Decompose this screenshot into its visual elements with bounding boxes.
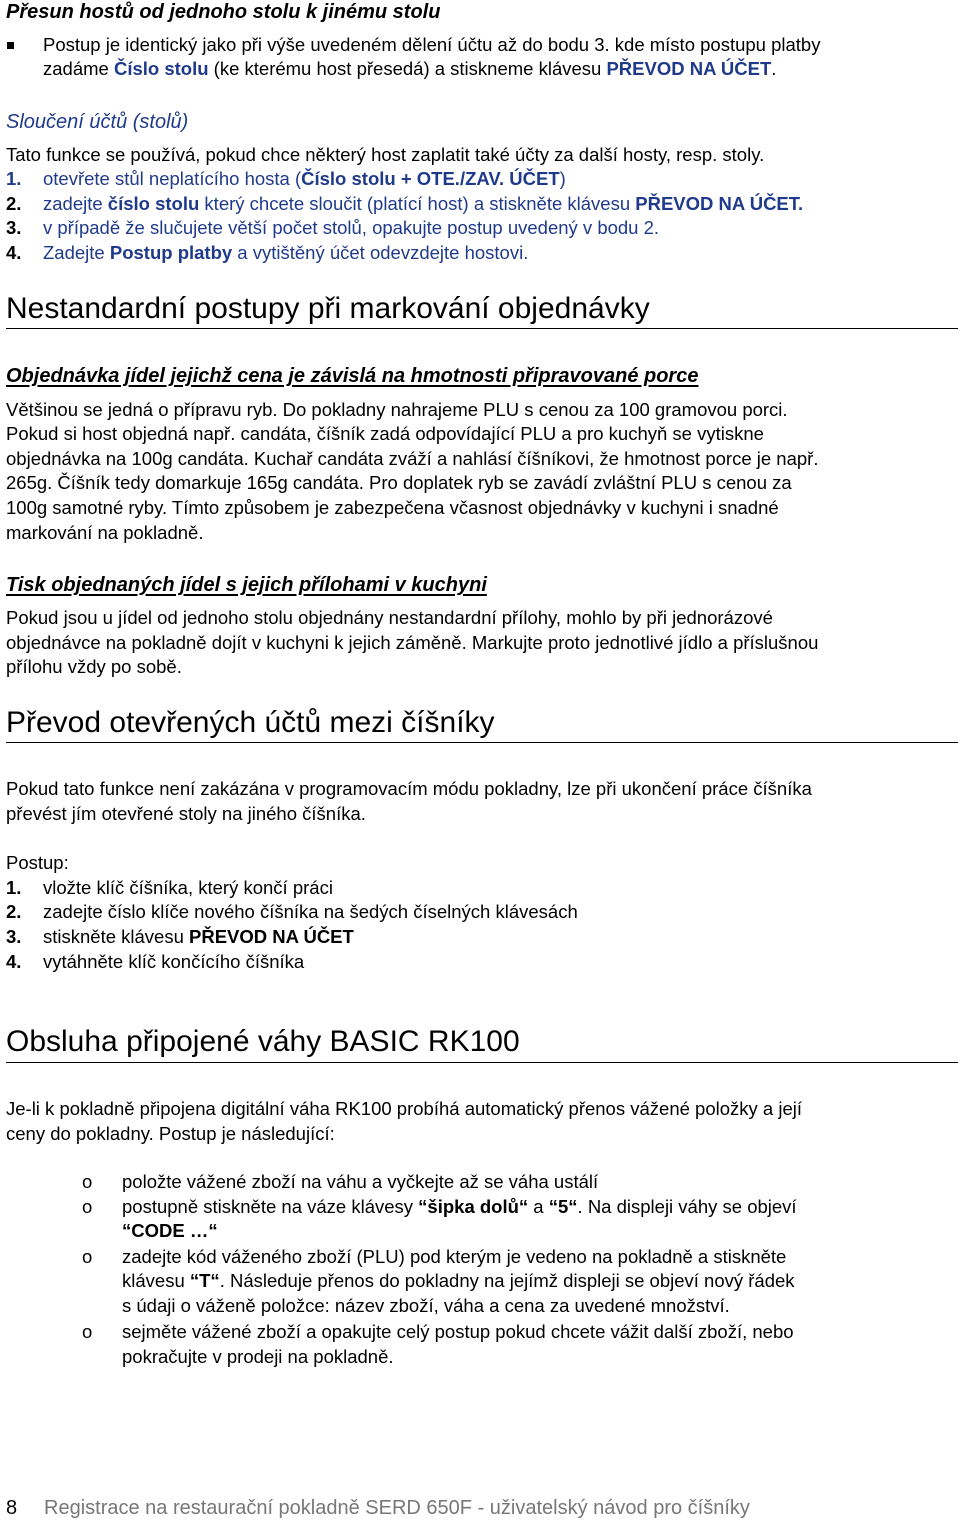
heading-transfer-accounts: Převod otevřených účtů mezi číšníky xyxy=(6,706,495,739)
step-text: stiskněte klávesu PŘEVOD NA ÚČET xyxy=(43,926,354,947)
step-text: zadejte číslo stolu který chcete sloučit (platící host) a stiskněte klávesu PŘEVOD NA ÚČET. xyxy=(43,193,804,214)
list-item-continuation: klávesu “T“. Následuje přenos do pokladny na jejímž displeji se objeví nový řádek xyxy=(122,1270,795,1291)
step-number: 3. xyxy=(6,926,22,947)
square-bullet-icon xyxy=(7,42,14,49)
numbered-step: 3. xyxy=(6,217,22,238)
circle-bullet-icon: o xyxy=(82,1246,93,1267)
list-item: položte vážené zboží na váhu a vyčkejte až se váha ustálí xyxy=(122,1171,599,1192)
step-number: 1. xyxy=(6,877,22,898)
heading-nonstandard-ordering: Nestandardní postupy při markování objednávky xyxy=(6,292,650,325)
step-text: otevřete stůl neplatícího hosta (Číslo stolu + OTE./ZAV. ÚČET) xyxy=(43,168,566,189)
circle-bullet-icon: o xyxy=(82,1321,93,1342)
heading-rule xyxy=(6,1062,958,1063)
list-item: sejměte vážené zboží a opakujte celý postup pokud chcete vážit další zboží, nebo xyxy=(122,1321,794,1342)
heading-scale-operation: Obsluha připojené váhy BASIC RK100 xyxy=(6,1025,520,1058)
paragraph-line: přílohu vždy po sobě. xyxy=(6,656,182,677)
circle-bullet-icon: o xyxy=(82,1196,93,1217)
list-item: zadejte kód váženého zboží (PLU) pod kterým je vedeno na pokladně a stiskněte xyxy=(122,1246,787,1267)
list-item-continuation: pokračujte v prodeji na pokladně. xyxy=(122,1346,394,1367)
heading-rule xyxy=(6,328,958,329)
paragraph-line: ceny do pokladny. Postup je následující: xyxy=(6,1123,335,1144)
paragraph-line: Pokud si host objedná např. candáta, číšník zadá odpovídající PLU a pro kuchyň se vytiskne xyxy=(6,423,764,444)
numbered-step: 2. xyxy=(6,193,22,214)
step-number: 2. xyxy=(6,901,22,922)
paragraph-line: markování na pokladně. xyxy=(6,522,204,543)
subheading-kitchen-print: Tisk objednaných jídel s jejich přílohami v kuchyni xyxy=(6,574,487,596)
bullet-line: zadáme Číslo stolu (ke kterému host přesedá) a stiskneme klávesu PŘEVOD NA ÚČET. xyxy=(43,58,777,79)
paragraph-line: Je-li k pokladně připojena digitální váha RK100 probíhá automatický přenos vážené položky a její xyxy=(6,1098,802,1119)
heading-rule xyxy=(6,742,958,743)
numbered-step: 1. xyxy=(6,168,22,189)
step-number: 4. xyxy=(6,951,22,972)
step-text: Zadejte Postup platby a vytištěný účet odevzdejte hostovi. xyxy=(43,242,529,263)
circle-bullet-icon: o xyxy=(82,1171,93,1192)
step-text: vložte klíč číšníka, který končí práci xyxy=(43,877,333,898)
paragraph-line: Většinou se jedná o přípravu ryb. Do pokladny nahrajeme PLU s cenou za 100 gramovou porci. xyxy=(6,399,788,420)
list-item-continuation: “CODE …“ xyxy=(122,1220,218,1241)
list-item-continuation: s údaji o váženě položce: název zboží, váha a cena za uvedené množství. xyxy=(122,1295,730,1316)
paragraph-line: 265g. Číšník tedy domarkuje 165g candáta. Pro doplatek ryb se zavádí zvláštní PLU s cenou za xyxy=(6,472,792,493)
postup-label: Postup: xyxy=(6,852,69,873)
paragraph-line: Pokud tato funkce není zakázána v programovacím módu pokladny, lze při ukončení práce číšníka xyxy=(6,778,812,799)
step-text: zadejte číslo klíče nového číšníka na šedých číselných klávesách xyxy=(43,901,578,922)
subheading-weight-priced: Objednávka jídel jejichž cena je závislá na hmotnosti připravované porce xyxy=(6,365,699,387)
section-title-merge-accounts: Sloučení účtů (stolů) xyxy=(6,111,189,133)
step-text: vytáhněte klíč končícího číšníka xyxy=(43,951,305,972)
bullet-line: Postup je identický jako při výše uvedeném dělení účtu až do bodu 3. kde místo postupu platby xyxy=(43,34,821,55)
numbered-step: 4. xyxy=(6,242,22,263)
section-title-table-transfer: Přesun hostů od jednoho stolu k jinému stolu xyxy=(6,1,441,23)
footer-text: Registrace na restaurační pokladně SERD 650F - uživatelský návod pro číšníky xyxy=(44,1497,750,1519)
paragraph-line: Pokud jsou u jídel od jednoho stolu objednány nestandardní přílohy, mohlo by při jednorázové xyxy=(6,607,773,628)
list-item: postupně stiskněte na váze klávesy “šipka dolů“ a “5“. Na displeji váhy se objeví xyxy=(122,1196,797,1217)
step-text: v případě že slučujete větší počet stolů, opakujte postup uvedený v bodu 2. xyxy=(43,217,660,238)
page-number: 8 xyxy=(6,1497,18,1519)
paragraph-line: 100g samotné ryby. Tímto způsobem je zabezpečena včasnost objednávky v kuchyni i snadné xyxy=(6,497,779,518)
paragraph-line: převést jím otevřené stoly na jiného číšníka. xyxy=(6,803,366,824)
paragraph-line: objednávce na pokladně dojít v kuchyni k jejich záměně. Markujte proto jednotlivé jídlo a příslušnou xyxy=(6,632,819,653)
paragraph-line: Tato funkce se používá, pokud chce některý host zaplatit také účty za další hosty, resp. stoly. xyxy=(6,144,765,165)
paragraph-line: objednávka na 100g candáta. Kuchař candáta zváží a nahlásí číšníkovi, že hmotnost porce je např. xyxy=(6,448,819,469)
